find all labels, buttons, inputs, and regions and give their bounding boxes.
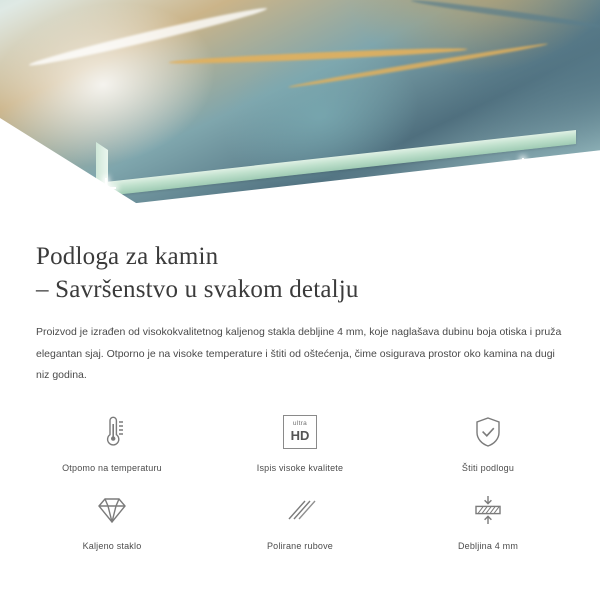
- image-corner-mask-right: [500, 150, 600, 222]
- feature-label: Štiti podlogu: [461, 462, 515, 473]
- badge-top-text: ultra: [292, 420, 308, 428]
- text-block: [0, 222, 600, 387]
- feature-label: Otpomo na temperaturu: [62, 462, 162, 473]
- feature-label: Kaljeno staklo: [82, 540, 142, 551]
- feature-label: Debljina 4 mm: [457, 540, 519, 551]
- feature-item-polished-edges: [206, 487, 394, 551]
- feature-grid: [0, 409, 600, 551]
- hero-image-canvas: [0, 0, 600, 222]
- polished-edges-icon: [272, 487, 328, 533]
- feature-item-print-quality: [206, 409, 394, 473]
- thickness-4mm-icon: [460, 487, 516, 533]
- page-title: [36, 240, 564, 306]
- hero-product-image: [0, 0, 600, 222]
- diamond-icon: [84, 487, 140, 533]
- feature-item-thickness: [394, 487, 582, 551]
- badge-bottom-text: HD: [290, 427, 310, 443]
- shield-check-icon: [460, 409, 516, 455]
- feature-label: Polirane rubove: [266, 540, 334, 551]
- page-title-line-1: Podloga za kamin: [36, 243, 219, 270]
- feature-item-temperature-resistant: [18, 409, 206, 473]
- feature-item-tempered-glass: [18, 487, 206, 551]
- feature-label: Ispis visoke kvalitete: [256, 462, 344, 473]
- ultra-hd-badge-icon: [272, 409, 328, 455]
- sparkle-icon: [500, 158, 546, 204]
- thermometer-icon: [84, 409, 140, 455]
- product-description: Proizvod je izrađen od visokokvalitetnog kaljenog stakla debljine 4 mm, koje naglašava dubinu boja otiska i pruža elegantan sjaj. Otporno je na visoke temperature i štiti od oštećenja, čime osigurava prostor oko kamina na dugi niz godina.: [36, 326, 562, 382]
- feature-item-surface-protection: [394, 409, 582, 473]
- page-title-line-2: – Savršenstvo u svakom detalju: [36, 276, 359, 303]
